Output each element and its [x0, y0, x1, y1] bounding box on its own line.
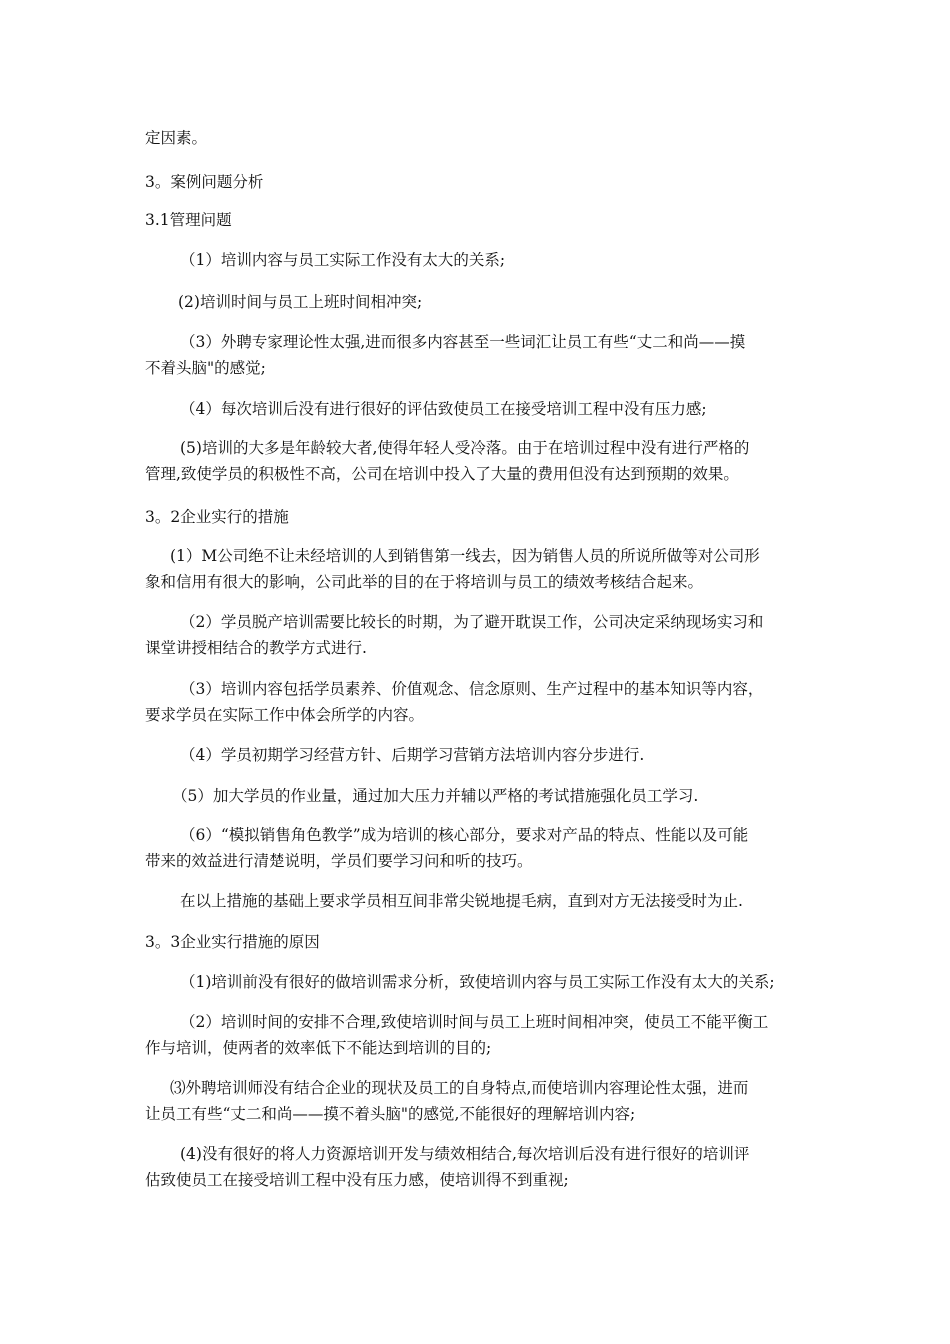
measure-item-5: （5）加大学员的作业量，通过加大压力并辅以严格的考试措施强化员工学习. — [172, 787, 699, 805]
measure-item-6-line-1: （6）“模拟销售角色教学”成为培训的核心部分，要求对产品的特点、性能以及可能 — [180, 826, 749, 844]
reason-item-2-line-1: （2）培训时间的安排不合理,致使培训时间与员工上班时间相冲突，使员工不能平衡工 — [180, 1013, 769, 1031]
list-item-2: (2)培训时间与员工上班时间相冲突; — [178, 293, 423, 311]
measure-item-4: （4）学员初期学习经营方针、后期学习营销方法培训内容分步进行. — [180, 746, 645, 764]
list-item-4: （4）每次培训后没有进行很好的评估致使员工在接受培训工程中没有压力感; — [180, 400, 707, 418]
reason-item-3-line-2: 让员工有些“丈二和尚——摸不着头脑"的感觉,不能很好的理解培训内容; — [145, 1105, 636, 1123]
list-item-3-line-1: （3）外聘专家理论性太强,进而很多内容甚至一些词汇让员工有些“丈二和尚——摸 — [180, 333, 746, 351]
subsection-heading-3-1: 3.1管理问题 — [145, 211, 232, 229]
measure-item-1-line-2: 象和信用有很大的影响，公司此举的目的在于将培训与员工的绩效考核结合起来。 — [145, 573, 704, 591]
reason-item-4-line-2: 估致使员工在接受培训工程中没有压力感，使培训得不到重视; — [145, 1171, 569, 1189]
reason-item-2-line-2: 作与培训，使两者的效率低下不能达到培训的目的; — [145, 1039, 492, 1057]
measure-item-2-line-2: 课堂讲授相结合的教学方式进行. — [145, 639, 367, 657]
measure-item-3-line-1: （3）培训内容包括学员素养、价值观念、信念原则、生产过程中的基本知识等内容， — [180, 680, 764, 698]
list-item-1: （1）培训内容与员工实际工作没有太大的关系; — [180, 251, 506, 269]
measure-item-2-line-1: （2）学员脱产培训需要比较长的时期，为了避开耽误工作，公司决定采纳现场实习和 — [180, 613, 764, 631]
list-item-3-line-2: 不着头脑"的感觉; — [145, 359, 266, 377]
subsection-heading-3-3: 3。3企业实行措施的原因 — [145, 933, 320, 951]
measure-summary: 在以上措施的基础上要求学员相互间非常尖锐地提毛病，直到对方无法接受时为止. — [180, 892, 743, 910]
measure-item-1-line-1: (1）M公司绝不让未经培训的人到销售第一线去，因为销售人员的所说所做等对公司形 — [170, 547, 760, 565]
reason-item-1: （1)培训前没有很好的做培训需求分析，致使培训内容与员工实际工作没有太大的关系; — [180, 973, 775, 991]
subsection-heading-3-2: 3。2企业实行的措施 — [145, 508, 289, 526]
reason-item-4-line-1: (4)没有很好的将人力资源培训开发与绩效相结合,每次培训后没有进行很好的培训评 — [180, 1145, 750, 1163]
text-line-continuation: 定因素。 — [145, 129, 208, 147]
section-heading-3: 3。案例问题分析 — [145, 173, 264, 191]
list-item-5-line-2: 管理,致使学员的积极性不高，公司在培训中投入了大量的费用但没有达到预期的效果。 — [145, 465, 739, 483]
list-item-5-line-1: (5)培训的大多是年龄较大者,使得年轻人受冷落。由于在培训过程中没有进行严格的 — [180, 439, 750, 457]
measure-item-6-line-2: 带来的效益进行清楚说明，学员们要学习问和听的技巧。 — [145, 852, 533, 870]
reason-item-3-line-1: ⑶外聘培训师没有结合企业的现状及员工的自身特点,而使培训内容理论性太强，进而 — [170, 1079, 749, 1097]
measure-item-3-line-2: 要求学员在实际工作中体会所学的内容。 — [145, 706, 425, 724]
